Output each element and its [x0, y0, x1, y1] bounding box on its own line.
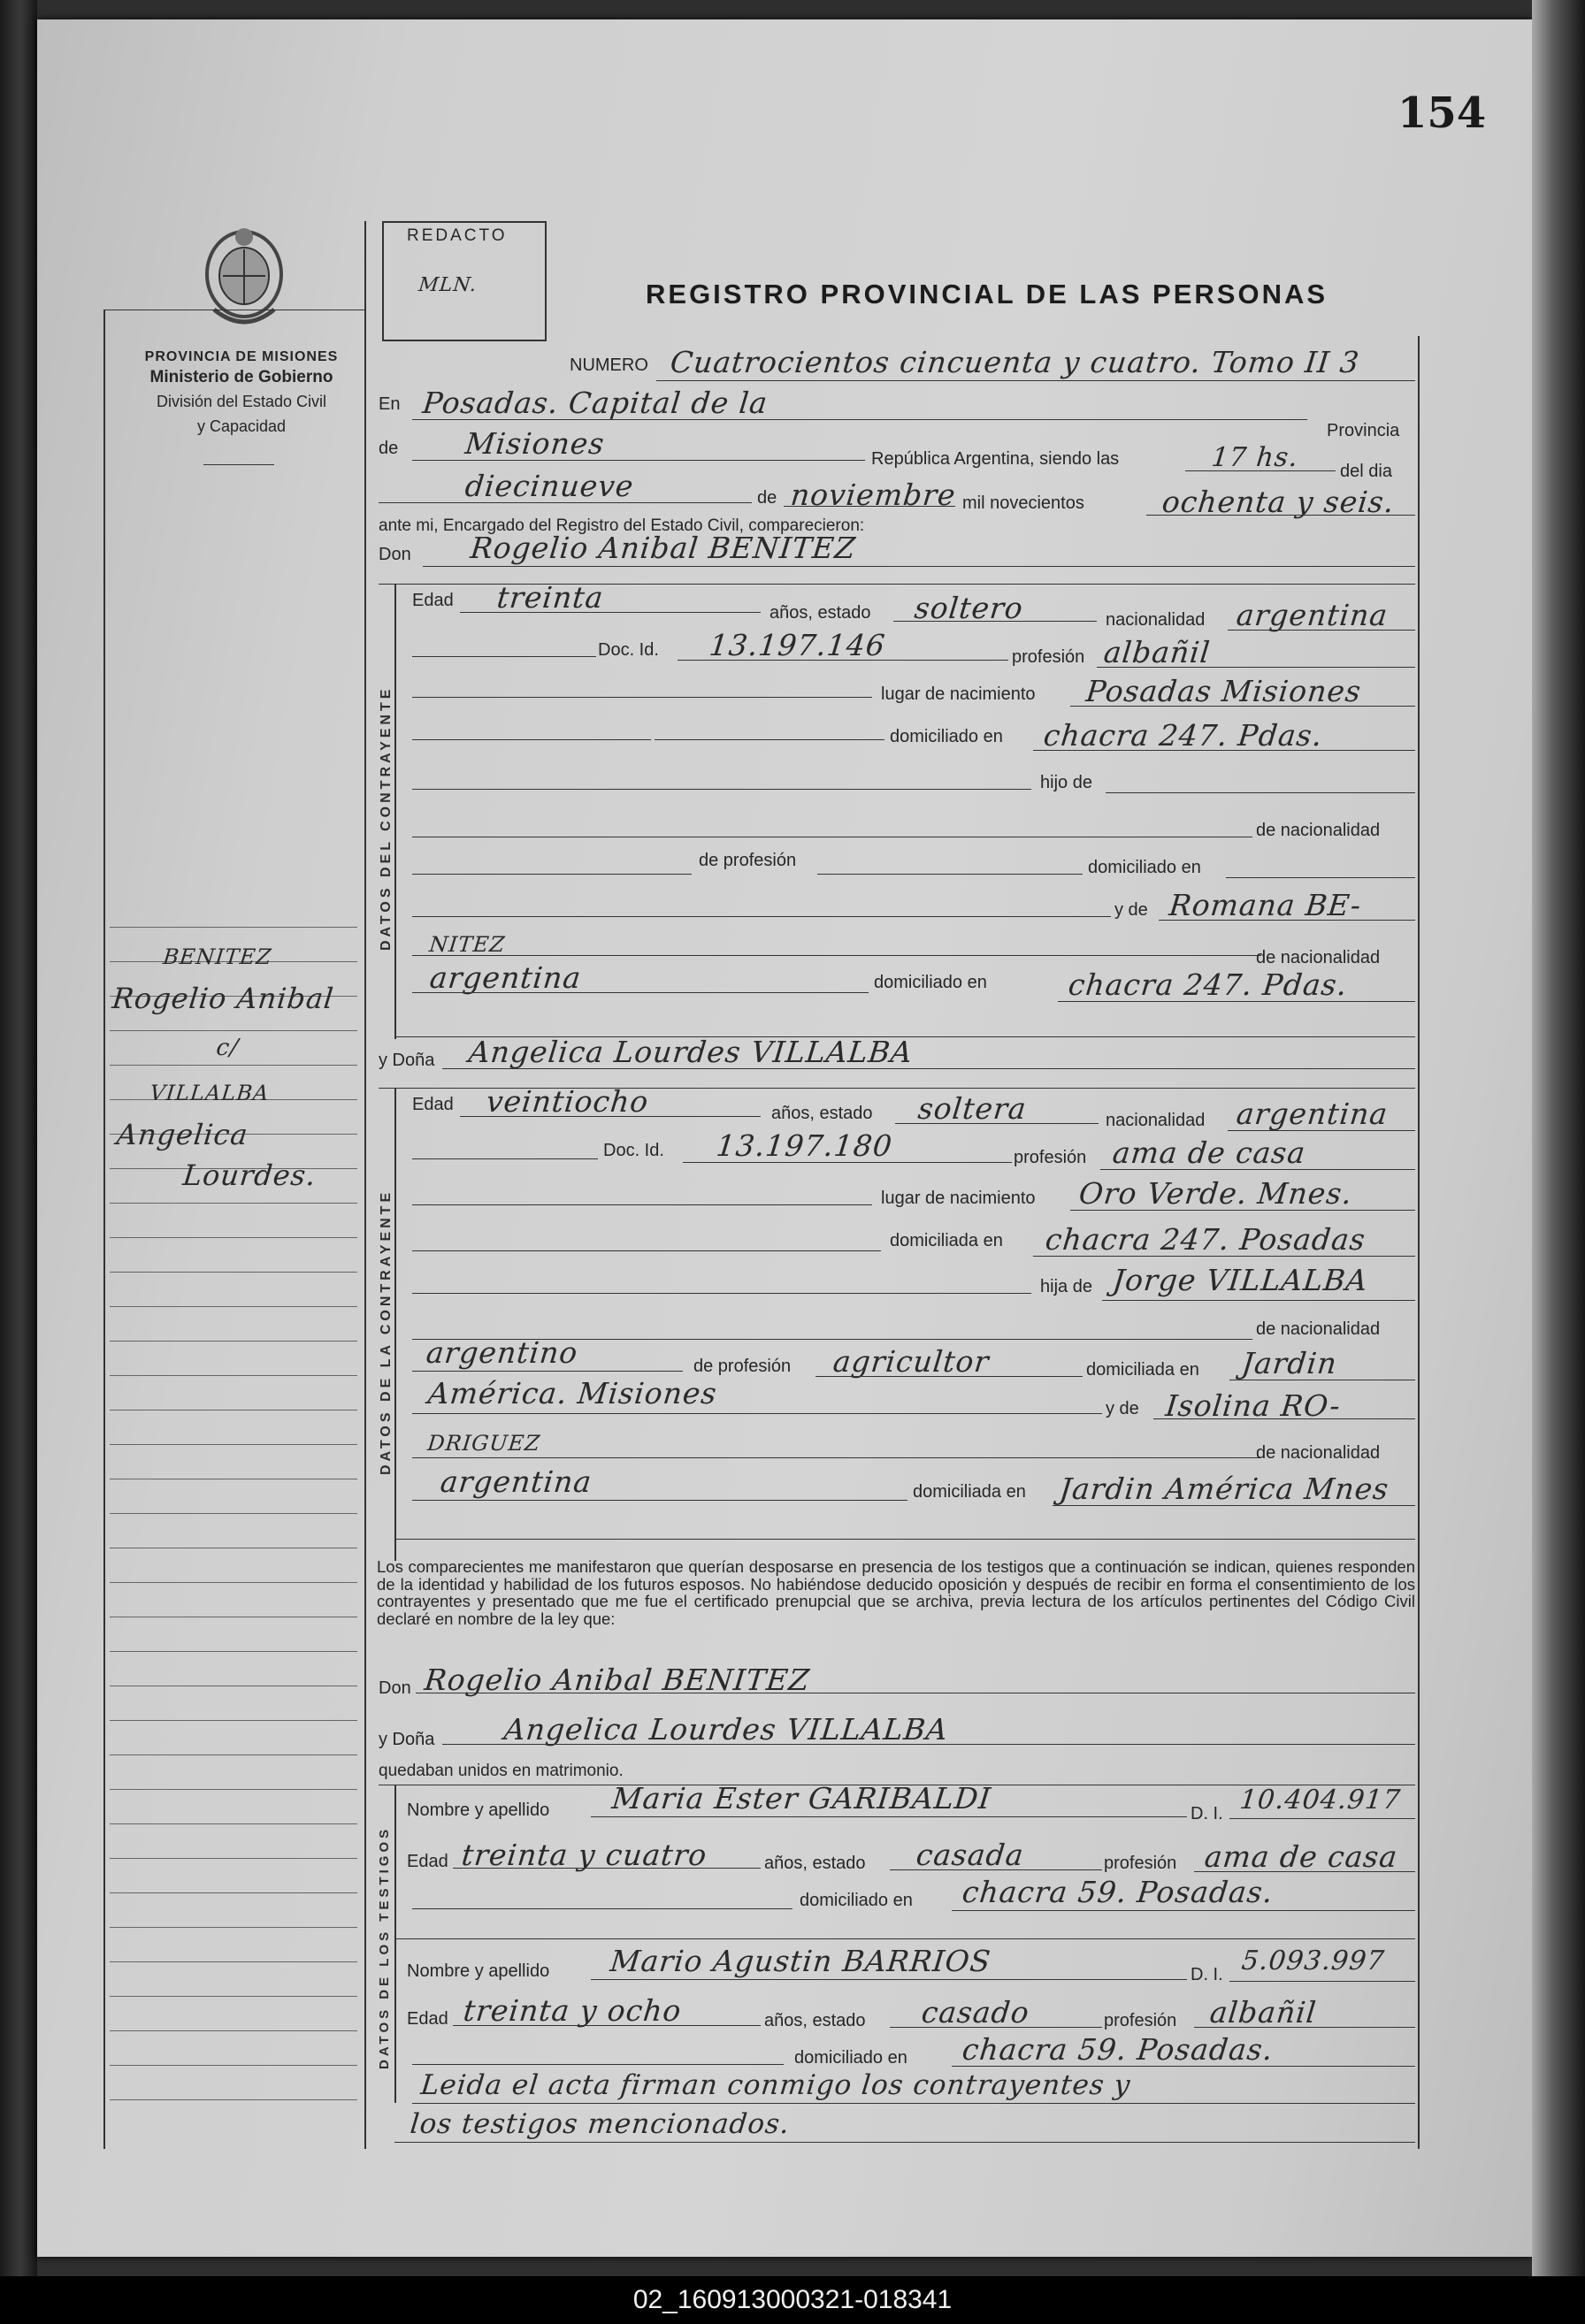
- don-line: [423, 566, 1415, 567]
- margin-conj: c/: [215, 1035, 241, 1061]
- testigos-side-label: DATOS DE LOS TESTIGOS: [377, 1825, 392, 2069]
- f-lugar: Oro Verde. Mnes.: [1077, 1176, 1355, 1211]
- contrayente-frame: [394, 584, 396, 1039]
- margin-ruled-line: [110, 1789, 357, 1790]
- t2-estado: casado: [920, 1995, 1031, 2030]
- c-edad-line: [460, 612, 761, 613]
- contrayente-side-label: DATOS DEL CONTRAYENTE: [379, 685, 394, 951]
- margin-ruled-line: [110, 1823, 357, 1824]
- f-estado: soltera: [916, 1091, 1029, 1126]
- c-padre-dom-line: [1226, 877, 1415, 878]
- statement-paragraph: Los comparecientes me manifestaron que querían desposarse en presencia de los testigos que a continuación se indican, quienes responden de la identidad y habilidad de los futuros esposos. No habiéndose deducido oposición y después de recibir en forma el consentimiento de los contrayentes y presentado que me fue el certificado prenupcial que se archiva, previa lectura de los artículos pertinentes del Código Civil declaré en nombre de la ley que:: [377, 1557, 1415, 1628]
- f-profesion: ama de casa: [1111, 1135, 1308, 1170]
- t1-domicilio: chacra 59. Posadas.: [961, 1875, 1275, 1909]
- f-padre-line: [1102, 1300, 1415, 1301]
- f-hija-label: hija de: [1040, 1277, 1092, 1296]
- en-line: [412, 419, 1307, 420]
- t1-prof-line: [1194, 1871, 1415, 1872]
- en-value: Posadas. Capital de la: [421, 386, 770, 420]
- redacto-label: REDACTO: [407, 226, 508, 245]
- en-label: En: [379, 394, 401, 414]
- anio-value: ochenta y seis.: [1160, 485, 1397, 519]
- c-dom-label: domiciliado en: [890, 727, 1003, 746]
- f-lugar-label: lugar de nacimiento: [881, 1189, 1036, 1208]
- provincia-line: [412, 460, 865, 461]
- f-edad-line: [460, 1116, 761, 1117]
- t2-estado-line: [890, 2027, 1102, 2028]
- f-anos-label: años, estado: [771, 1104, 873, 1123]
- page-edge: [1532, 0, 1585, 2299]
- union-don: Rogelio Anibal BENITEZ: [423, 1663, 812, 1697]
- c-madre-dom: chacra 247. Pdas.: [1067, 967, 1350, 1002]
- t1-dom-line: [952, 1910, 1415, 1911]
- f-estado-line: [895, 1123, 1099, 1124]
- f-madre-1: Isolina RO-: [1164, 1388, 1343, 1423]
- numero-line: [656, 380, 1415, 381]
- f-y-de-label: y de: [1106, 1399, 1139, 1418]
- f-doc-pre-line: [412, 1158, 598, 1159]
- f-nac-label: nacionalidad: [1106, 1111, 1206, 1130]
- redacto-initials: MLN.: [417, 274, 479, 296]
- margin-ruled-line: [110, 2030, 357, 2031]
- f-dom2-label: domiciliada en: [1086, 1360, 1199, 1380]
- testigos-frame: [394, 1785, 396, 2103]
- c-madre-1: Romana BE-: [1168, 888, 1364, 922]
- c-madre-2: NITEZ: [428, 932, 507, 957]
- union-dona-line: [442, 1744, 1415, 1745]
- margin-name-1: Rogelio Anibal: [111, 982, 336, 1015]
- union-dona-label: y Doña: [379, 1730, 435, 1749]
- office-capacity: y Capacidad: [196, 417, 287, 435]
- t2-di-label: D. I.: [1191, 1965, 1223, 1984]
- dona-line: [442, 1068, 1415, 1069]
- c-dom3-label: domiciliado en: [874, 973, 987, 992]
- margin-ruled-line: [110, 1892, 357, 1893]
- left-frame-line: [103, 310, 105, 2149]
- c-hijo-line: [1106, 792, 1415, 793]
- t1-estado: casada: [915, 1838, 1026, 1872]
- right-frame-line: [1418, 336, 1420, 2149]
- t1-nombre: Maria Ester GARIBALDI: [610, 1781, 993, 1816]
- c-madre-line-2: [412, 955, 1261, 956]
- republica-label: República Argentina, siendo las: [871, 449, 1120, 469]
- t2-anos-label: años, estado: [764, 2011, 866, 2030]
- margin-ruled-line: [110, 1306, 357, 1307]
- c-edad-label: Edad: [412, 591, 454, 610]
- t2-domicilio: chacra 59. Posadas.: [961, 2032, 1275, 2067]
- c-blank-line-3: [412, 916, 1111, 917]
- f-madre-dom: Jardin América Mnes: [1058, 1472, 1391, 1506]
- dia-line: [379, 502, 752, 503]
- don-value: Rogelio Anibal BENITEZ: [469, 531, 858, 565]
- c-doc-line: [678, 660, 1008, 661]
- f-madre-line-1: [1153, 1418, 1415, 1419]
- c-doc-pre-line: [412, 656, 596, 657]
- closing-rule-2: [394, 2142, 1415, 2143]
- t2-dom-line: [952, 2066, 1415, 2067]
- de-label-2: de: [757, 488, 777, 508]
- margin-surname-2: VILLALBA: [149, 1081, 271, 1105]
- f-padre-dom-1: Jardin: [1240, 1346, 1339, 1380]
- c-blank-line-2: [412, 739, 651, 740]
- t2-nombre: Mario Agustin BARRIOS: [609, 1944, 993, 1978]
- t2-dom-label: domiciliado en: [794, 2048, 907, 2068]
- c-lugar: Posadas Misiones: [1084, 674, 1364, 708]
- margin-ruled-line: [110, 1375, 357, 1376]
- f-madre-nac-line: [412, 1500, 907, 1501]
- contrayenta-side-label: DATOS DE LA CONTRAYENTE: [379, 1189, 394, 1475]
- c-lugar-label: lugar de nacimiento: [881, 684, 1036, 704]
- quedaban-text: quedaban unidos en matrimonio.: [379, 1762, 624, 1780]
- margin-ruled-line: [110, 1858, 357, 1859]
- t1-estado-line: [890, 1869, 1102, 1870]
- t2-edad-label: Edad: [407, 2009, 448, 2029]
- margin-ruled-line: [110, 1237, 357, 1238]
- margin-ruled-line: [110, 1996, 357, 1997]
- t2-nombre-line: [591, 1979, 1187, 1980]
- numero-label: NUMERO: [570, 355, 648, 375]
- hora-value: 17 hs.: [1210, 442, 1300, 473]
- margin-name-2b: Lourdes.: [181, 1158, 318, 1192]
- numero-value: Cuatrocientos cincuenta y cuatro. Tomo II 3: [669, 345, 1362, 379]
- margin-ruled-line: [110, 1720, 357, 1721]
- c-padre-prof-line: [817, 874, 1083, 875]
- provincia-value: Misiones: [463, 426, 607, 461]
- margin-ruled-line: [110, 1582, 357, 1583]
- t1-profesion: ama de casa: [1203, 1839, 1400, 1874]
- t1-nombre-label: Nombre y apellido: [407, 1800, 550, 1820]
- t1-edad: treinta y cuatro: [460, 1838, 709, 1872]
- f-padre-dom-line-2: [412, 1413, 1102, 1414]
- c-de-nac-label-2: de nacionalidad: [1256, 948, 1381, 967]
- t1-di-line: [1229, 1818, 1415, 1819]
- c-dom-line: [1033, 750, 1415, 751]
- margin-ruled-line: [110, 2099, 357, 2100]
- c-nacionalidad: argentina: [1235, 598, 1390, 632]
- margin-ruled-line: [110, 1203, 357, 1204]
- image-identifier: 02_160913000321-018341: [0, 2276, 1585, 2324]
- c-prof-label: profesión: [1012, 647, 1085, 667]
- page-number: 154: [1397, 88, 1487, 138]
- f-prof-line: [1100, 1169, 1415, 1170]
- register-title: REGISTRO PROVINCIAL DE LAS PERSONAS: [646, 279, 1328, 310]
- margin-ruled-line: [110, 2065, 357, 2066]
- f-nac-line: [1228, 1130, 1415, 1131]
- c-domicilio: chacra 247. Pdas.: [1042, 718, 1325, 753]
- dona-label: y Doña: [379, 1051, 435, 1070]
- office-division: División del Estado Civil: [156, 393, 327, 410]
- f-de-nac-label: de nacionalidad: [1256, 1319, 1381, 1339]
- c-madre-nac-line: [412, 992, 869, 993]
- c-edad: treinta: [495, 580, 606, 615]
- f-dom-line: [1033, 1256, 1415, 1257]
- don-label: Don: [379, 545, 411, 564]
- c-hijo-pre-line: [412, 789, 1031, 790]
- f-madre-line-2: [412, 1457, 1261, 1458]
- c-dom2-label: domiciliado en: [1088, 858, 1201, 877]
- f-doc: 13.197.180: [715, 1128, 895, 1163]
- t1-di-label: D. I.: [1191, 1804, 1223, 1823]
- t1-dom-label: domiciliado en: [800, 1891, 913, 1910]
- f-padre-prof-line: [815, 1376, 1083, 1377]
- margin-ruled-line: [110, 1754, 357, 1755]
- closing-line-2: los testigos mencionados.: [409, 2108, 792, 2140]
- office-province: PROVINCIA DE MISIONES: [144, 349, 339, 364]
- mes-value: noviembre: [789, 478, 958, 512]
- margin-ruled-line: [110, 1030, 357, 1031]
- margin-column-line: [364, 221, 366, 2149]
- book-spine: [0, 0, 37, 2290]
- f-de-prof-label: de profesión: [693, 1357, 792, 1376]
- t2-edad-line: [453, 2025, 761, 2026]
- f-padre-nac: argentino: [425, 1335, 580, 1370]
- anio-line: [1146, 515, 1415, 516]
- margin-ruled-line: [110, 1341, 357, 1342]
- dona-value: Angelica Lourdes VILLALBA: [467, 1035, 915, 1069]
- t1-edad-line: [453, 1868, 761, 1869]
- c-anos-label: años, estado: [770, 603, 871, 623]
- t2-di-line: [1229, 1981, 1415, 1982]
- hora-line: [1185, 470, 1336, 471]
- margin-ruled-line: [110, 927, 357, 928]
- f-edad-label: Edad: [412, 1095, 454, 1114]
- f-de-nac-label-2: de nacionalidad: [1256, 1443, 1381, 1463]
- f-prof-label: profesión: [1014, 1148, 1087, 1167]
- f-madre-dom-line: [1053, 1505, 1415, 1506]
- c-blank-line-2b: [655, 739, 884, 740]
- t-separator: [394, 1938, 1415, 1939]
- margin-ruled-line: [110, 1272, 357, 1273]
- t1-nombre-line: [591, 1816, 1187, 1817]
- c-estado: soltero: [913, 591, 1025, 625]
- t1-prof-label: profesión: [1104, 1854, 1177, 1873]
- margin-ruled-line: [110, 1927, 357, 1928]
- t2-profesion: albañil: [1208, 1995, 1319, 2030]
- union-dona: Angelica Lourdes VILLALBA: [502, 1712, 951, 1747]
- f-block-bottom: [394, 1539, 1415, 1540]
- c-lugar-line: [1070, 706, 1415, 707]
- c-de-nac-label: de nacionalidad: [1256, 821, 1381, 840]
- c-hijo-label: hijo de: [1040, 773, 1092, 792]
- f-madre-2: DRIGUEZ: [426, 1431, 542, 1456]
- c-madre-dom-line: [1058, 1001, 1415, 1002]
- t2-prof-label: profesión: [1104, 2011, 1177, 2030]
- closing-line-1: Leida el acta firman conmigo los contrayentes y: [419, 2069, 1133, 2101]
- union-don-label: Don: [379, 1678, 411, 1698]
- margin-surname-1: BENITEZ: [162, 944, 273, 969]
- mil-label: mil novecientos: [962, 493, 1084, 513]
- f-dom3-label: domiciliada en: [913, 1482, 1026, 1502]
- c-nac-label: nacionalidad: [1106, 610, 1206, 630]
- margin-ruled-line: [110, 1065, 357, 1066]
- c-madre-line-1: [1159, 920, 1415, 921]
- f-padre-prof: agricultor: [831, 1344, 992, 1379]
- c-madre-nac: argentina: [428, 960, 584, 995]
- c-profesion: albañil: [1102, 635, 1213, 669]
- provincia-label: Provincia: [1327, 421, 1400, 440]
- t2-edad: treinta y ocho: [462, 1993, 684, 2028]
- de-label: de: [379, 439, 399, 458]
- t1-blank-line: [412, 1908, 792, 1909]
- f-domicilio: chacra 247. Posadas: [1044, 1222, 1367, 1257]
- f-edad: veintiocho: [485, 1084, 651, 1119]
- f-blank-line-1: [412, 1204, 872, 1205]
- c-blank-line-1: [412, 697, 872, 698]
- mes-line: [784, 506, 955, 507]
- closing-rule-1: [412, 2103, 1415, 2104]
- f-lugar-line: [1070, 1210, 1415, 1211]
- del-dia-label: del dia: [1340, 462, 1392, 481]
- f-madre-nac: argentina: [439, 1464, 594, 1499]
- margin-name-2a: Angelica: [115, 1118, 250, 1151]
- f-padre: Jorge VILLALBA: [1111, 1263, 1370, 1297]
- office-ministry: Ministerio de Gobierno: [149, 368, 333, 386]
- f-doc-line: [683, 1162, 1012, 1163]
- c-prof-line: [1097, 667, 1415, 668]
- ante-text: ante mi, Encargado del Registro del Estado Civil, comparecieron:: [379, 516, 865, 535]
- margin-ruled-line: [110, 1513, 357, 1514]
- t1-di: 10.404.917: [1238, 1785, 1403, 1816]
- c-doc: 13.197.146: [708, 628, 888, 662]
- t2-nombre-label: Nombre y apellido: [407, 1961, 550, 1981]
- coat-of-arms-seal: [196, 221, 292, 336]
- margin-ruled-line: [110, 1961, 357, 1962]
- t1-edad-label: Edad: [407, 1852, 448, 1871]
- f-padre-dom-2: América. Misiones: [426, 1376, 719, 1410]
- c-doc-label: Doc. Id.: [598, 640, 659, 660]
- c-de-prof-label: de profesión: [699, 851, 797, 870]
- c-estado-line: [893, 621, 1097, 622]
- t2-di: 5.093.997: [1240, 1946, 1387, 1976]
- c-y-de-label: y de: [1114, 900, 1148, 920]
- contrayenta-frame: [394, 1088, 396, 1561]
- f-hija-pre-line: [412, 1293, 1031, 1294]
- t2-blank-line: [412, 2064, 784, 2065]
- f-dom-label: domiciliada en: [890, 1231, 1003, 1250]
- f-doc-label: Doc. Id.: [603, 1141, 664, 1160]
- f-blank-line-2: [412, 1250, 881, 1251]
- dia-value: diecinueve: [463, 469, 636, 503]
- c-nac-line: [1228, 630, 1415, 631]
- c-padre-nac-line: [412, 874, 692, 875]
- t2-prof-line: [1194, 2027, 1415, 2028]
- margin-ruled-line: [110, 1651, 357, 1652]
- margin-ruled-line: [110, 1444, 357, 1445]
- t1-anos-label: años, estado: [764, 1854, 866, 1873]
- office-underline: [203, 464, 274, 465]
- f-nacionalidad: argentina: [1235, 1097, 1390, 1131]
- f-padre-nac-line: [412, 1371, 683, 1372]
